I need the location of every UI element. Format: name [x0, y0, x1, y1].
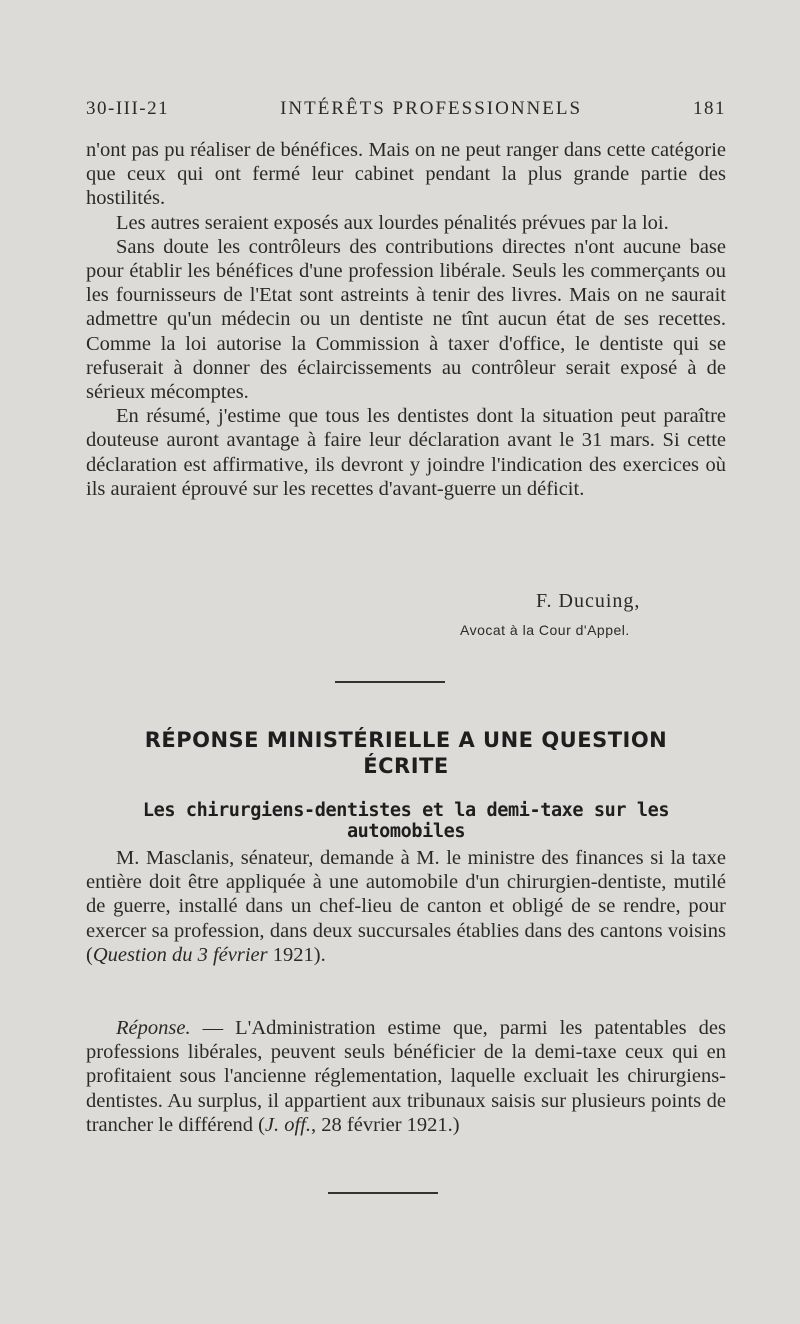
- section-heading-line1: RÉPONSE MINISTÉRIELLE A UNE QUESTION: [144, 728, 668, 752]
- question-end: 1921).: [267, 943, 326, 966]
- section-heading-line2: ÉCRITE: [363, 754, 449, 778]
- section-heading: [86, 727, 726, 779]
- paragraph-2: Les autres seraient exposés aux lourdes pénalités prévues par la loi.: [116, 211, 669, 234]
- paragraph-1: n'ont pas pu réaliser de bénéfices. Mais on ne peut ranger dans cette catégorie que ceux qui ont fermé leur cabinet pendant la plus grande partie des hostilités.: [86, 139, 726, 210]
- article-taxes-continuation: [86, 138, 726, 501]
- page-number: 181: [692, 98, 726, 119]
- question-text: M. Masclanis, sénateur, demande à M. le ministre des finances si la taxe entière doit être appliquée à une automobile d'un chirurgien-dentiste, mutilé de guerre, installé dans un chef-lieu de canton et obligé de se rendre, pour exercer sa profession, dans deux succursales établies dans des cantons voisins (: [86, 847, 726, 966]
- running-header: [86, 98, 726, 120]
- question-reference: Question du 3 février: [92, 943, 268, 966]
- section-divider: [335, 681, 445, 683]
- ministerial-answer: [86, 1016, 726, 1137]
- answer-paragraph: [86, 1016, 726, 1137]
- section-subheading: Les chirurgiens-dentistes et la demi-taxe sur les automobiles: [142, 800, 670, 842]
- answer-text: — L'Administration estime que, parmi les patentables des professions libérales, peuvent seuls bénéficier de la demi-taxe ceux qui en profitaient sous l'ancienne réglementation, laquelle excluait les chirurgiens-dentistes. Au surplus, il appartient aux tribunaux saisis sur plusieurs points de trancher le différend (: [86, 1017, 726, 1136]
- question-paragraph: [86, 846, 726, 967]
- ministerial-question: [86, 846, 726, 967]
- header-title: INTÉRÊTS PROFESSIONNELS: [280, 98, 583, 119]
- signature-name: F. Ducuing,: [536, 590, 641, 612]
- end-divider: [328, 1192, 438, 1194]
- answer-label: Réponse.: [116, 1017, 191, 1039]
- paragraph-4: En résumé, j'estime que tous les dentistes dont la situation peut paraître douteuse auront avantage à faire leur déclaration avant le 31 mars. Si cette déclaration est affirmative, ils devront y joindre l'indication des exercices où ils auraient éprouvé sur les recettes d'avant-guerre un déficit.: [86, 405, 726, 500]
- answer-reference: J. off.: [264, 1113, 312, 1136]
- answer-end: , 28 février 1921.): [311, 1113, 460, 1136]
- paragraph-3: Sans doute les contrôleurs des contributions directes n'ont aucune base pour établir les bénéfices d'une profession libérale. Seuls les commerçants ou les fournisseurs de l'Etat sont astreints à tenir des livres. Mais on ne saurait admettre qu'un médecin ou un dentiste ne tînt aucun état de ses recettes. Comme la loi autorise la Commission à taxer d'office, le dentiste qui se refuserait à donner des éclaircissements au contrôleur serait exposé à de sérieux mécomptes.: [86, 235, 726, 404]
- header-date: 30-III-21: [86, 98, 170, 119]
- signature-role: Avocat à la Cour d'Appel.: [460, 622, 630, 638]
